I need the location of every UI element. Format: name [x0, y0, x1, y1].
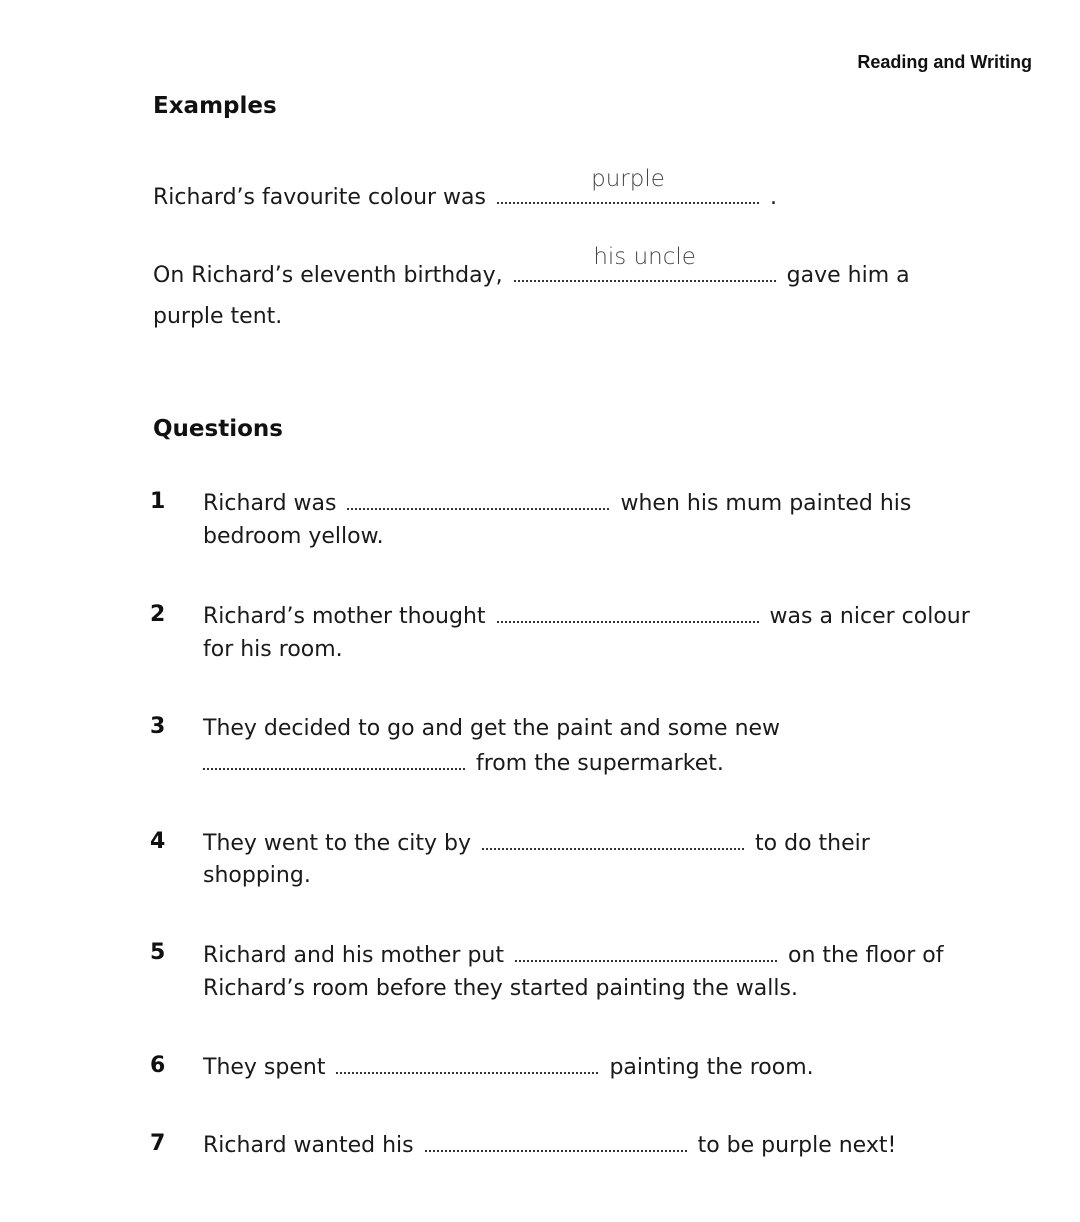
question-6-text: They spent — [203, 1055, 326, 1080]
example-2-line2: purple tent. — [153, 304, 283, 329]
question-2-number: 2 — [150, 602, 166, 627]
question-2-line2: for his room. — [203, 637, 343, 662]
question-3-line2 — [203, 746, 724, 781]
example-1 — [153, 166, 777, 215]
question-5-line2: Richard’s room before they started painting the walls. — [203, 976, 798, 1001]
question-7-blank[interactable] — [425, 1128, 687, 1152]
example-1-blank — [497, 166, 759, 204]
question-6-line1 — [203, 1050, 814, 1085]
question-5-line1 — [203, 938, 944, 973]
question-1-number: 1 — [150, 489, 166, 514]
example-2-answer: his uncle — [593, 244, 696, 270]
question-5-text: Richard and his mother put — [203, 943, 504, 968]
example-2 — [153, 244, 910, 293]
example-1-end: . — [770, 185, 777, 210]
question-2-after: was a nicer colour — [769, 604, 970, 629]
question-4-after: to do their — [755, 831, 870, 856]
question-6-after: painting the room. — [609, 1055, 814, 1080]
question-7-text: Richard wanted his — [203, 1133, 414, 1158]
question-2-text: Richard’s mother thought — [203, 604, 486, 629]
question-4-line2: shopping. — [203, 863, 311, 888]
question-4-text: They went to the city by — [203, 831, 472, 856]
question-4-line1 — [203, 826, 870, 861]
question-1-line1 — [203, 486, 911, 521]
example-2-blank — [514, 244, 776, 282]
question-7-line1 — [203, 1128, 896, 1163]
question-5-after: on the floor of — [788, 943, 944, 968]
examples-heading: Examples — [153, 93, 277, 119]
question-1-text: Richard was — [203, 491, 337, 516]
question-2-line1 — [203, 599, 970, 634]
question-2-blank[interactable] — [497, 599, 759, 623]
question-3-blank[interactable] — [203, 746, 465, 770]
question-1-after: when his mum painted his — [620, 491, 912, 516]
section-header: Reading and Writing — [857, 52, 1032, 72]
example-1-text: Richard’s favourite colour was — [153, 185, 486, 210]
question-4-number: 4 — [150, 829, 166, 854]
question-4-blank[interactable] — [482, 826, 744, 850]
question-7-number: 7 — [150, 1131, 166, 1156]
question-5-number: 5 — [150, 940, 166, 965]
question-3-line1: They decided to go and get the paint and some new — [203, 716, 781, 741]
question-1-blank[interactable] — [347, 486, 609, 510]
question-1-line2: bedroom yellow. — [203, 524, 384, 549]
question-5-blank[interactable] — [515, 938, 777, 962]
example-2-text: On Richard’s eleventh birthday, — [153, 263, 503, 288]
question-6-number: 6 — [150, 1053, 166, 1078]
question-6-blank[interactable] — [336, 1050, 598, 1074]
example-2-after: gave him a — [786, 263, 910, 288]
questions-heading: Questions — [153, 416, 283, 442]
question-3-number: 3 — [150, 714, 166, 739]
question-3-after: from the supermarket. — [476, 751, 724, 776]
question-7-after: to be purple next! — [697, 1133, 897, 1158]
example-1-answer: purple — [591, 166, 665, 192]
